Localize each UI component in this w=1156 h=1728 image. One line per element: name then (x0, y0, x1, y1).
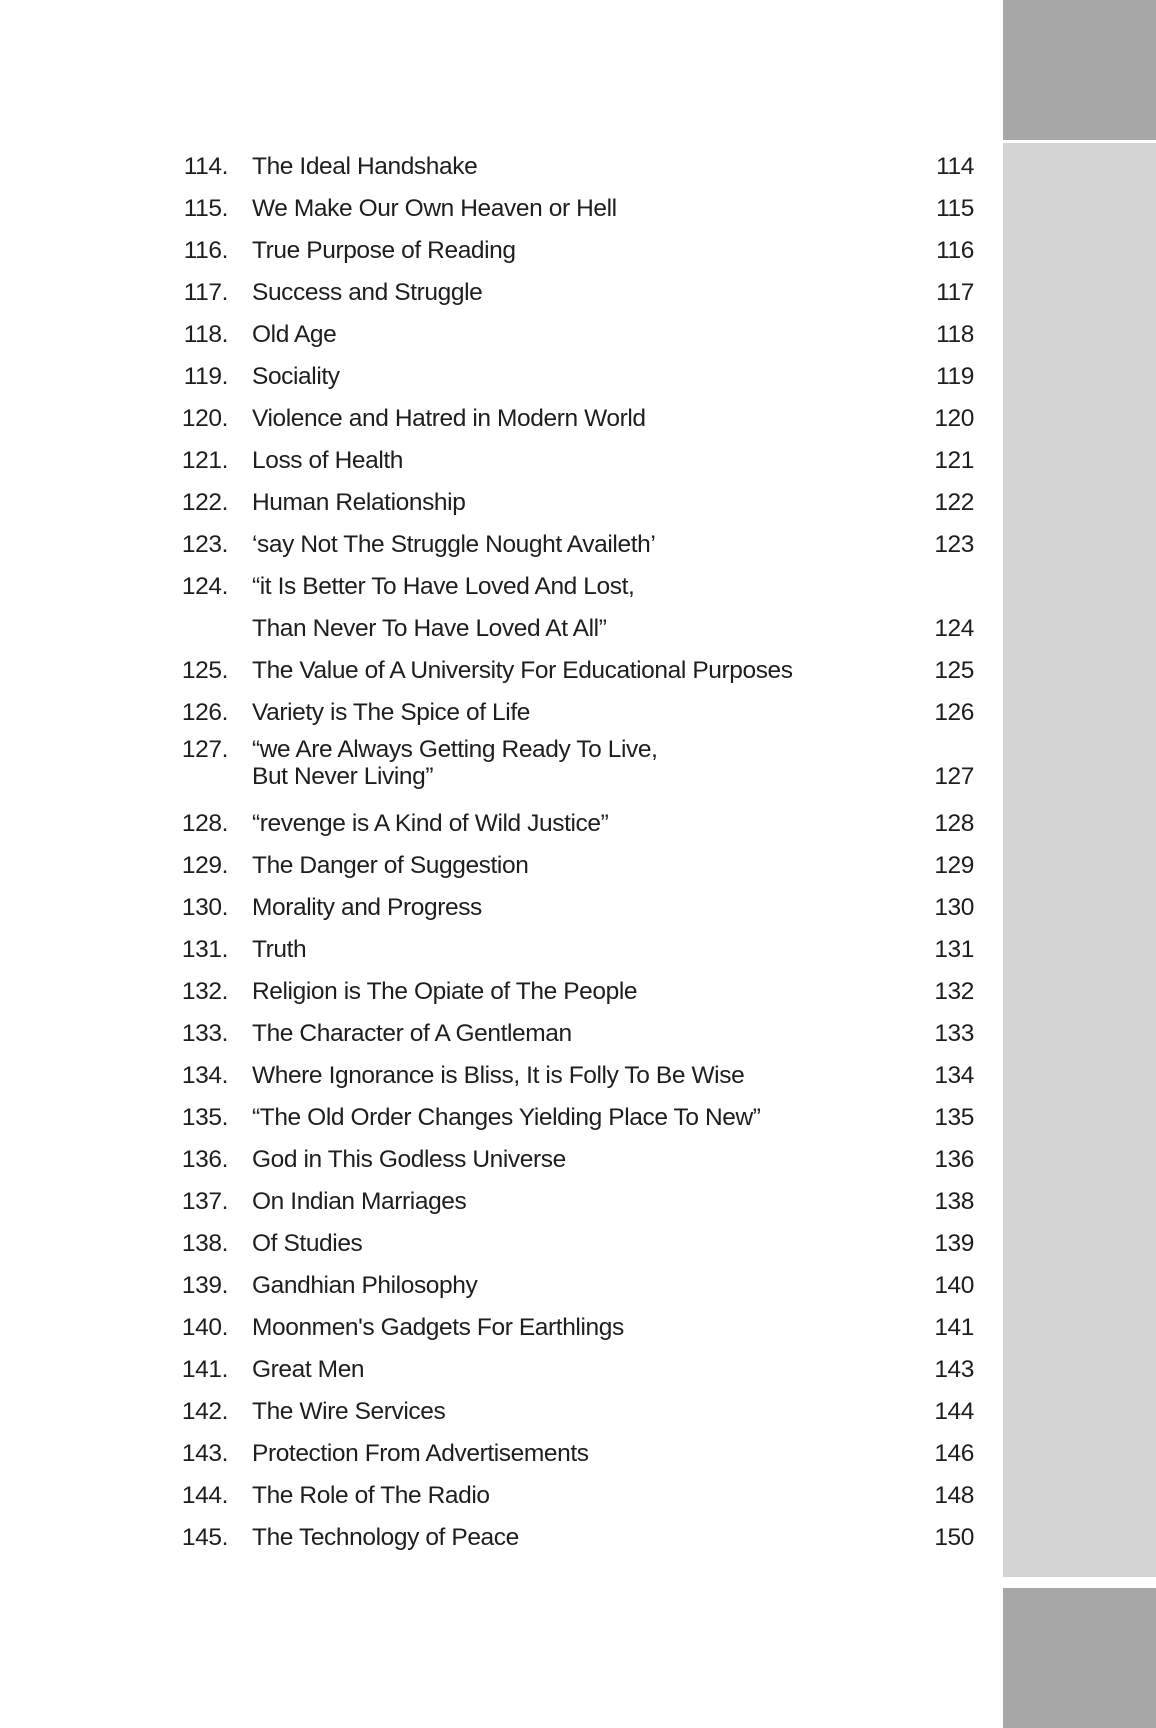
entry-title (252, 692, 530, 734)
entry-title (252, 356, 340, 398)
entry-title-line: The Danger of Suggestion (252, 852, 529, 879)
entry-title-line: Sociality (252, 363, 340, 390)
entry-number: 134. (181, 1062, 228, 1089)
toc-entry (150, 1223, 974, 1265)
entry-title-line: The Role of The Radio (252, 1482, 490, 1509)
entry-title-line: Than Never To Have Loved At All” (252, 615, 607, 642)
toc-entry (150, 692, 974, 734)
entry-number: 137. (181, 1188, 228, 1215)
entry-title-line: Morality and Progress (252, 894, 482, 921)
entry-title-line: Human Relationship (252, 489, 466, 516)
entry-number: 115. (183, 195, 228, 222)
entry-title (252, 1433, 589, 1475)
entry-page-number: 150 (934, 1524, 974, 1551)
entry-page-number: 123 (934, 531, 974, 558)
entry-title (252, 736, 658, 790)
entry-number: 138. (181, 1230, 228, 1257)
toc-entry (150, 230, 974, 272)
entry-title (252, 1181, 466, 1223)
entry-number: 118. (183, 321, 228, 348)
entry-title-line: Truth (252, 936, 307, 963)
entry-title-line: Religion is The Opiate of The People (252, 978, 638, 1005)
toc-entry (150, 650, 974, 692)
toc-entry (150, 524, 974, 566)
entry-title-line: Variety is The Spice of Life (252, 699, 530, 726)
entry-title-line: Moonmen's Gadgets For Earthlings (252, 1314, 624, 1341)
entry-title (252, 1097, 761, 1139)
entry-number: 130. (181, 894, 228, 921)
entry-title (252, 524, 655, 566)
toc-entry (150, 398, 974, 440)
entry-page-number: 128 (934, 810, 974, 837)
entry-page-number: 146 (934, 1440, 974, 1467)
entry-title-line: ‘say Not The Struggle Nought Availeth’ (252, 531, 656, 558)
entry-title-line: Old Age (252, 321, 337, 348)
entry-page-number: 118 (936, 321, 974, 348)
toc-entry (150, 803, 974, 845)
toc-entry (150, 1265, 974, 1307)
entry-number: 128. (181, 810, 228, 837)
entry-page-number: 130 (934, 894, 974, 921)
entry-title-line: “revenge is A Kind of Wild Justice” (252, 810, 609, 837)
entry-number: 117. (183, 279, 228, 306)
table-of-contents (150, 146, 974, 1559)
toc-entry (150, 1349, 974, 1391)
toc-entry (150, 929, 974, 971)
toc-entry (150, 1013, 974, 1055)
entry-page-number: 139 (934, 1230, 974, 1257)
toc-entry (150, 845, 974, 887)
toc-entry (150, 1517, 974, 1559)
entry-number: 119. (183, 363, 228, 390)
entry-number: 131. (181, 936, 228, 963)
edge-tab-middle (1003, 143, 1156, 1577)
entry-page-number: 126 (934, 699, 974, 726)
entry-page-number: 129 (934, 852, 974, 879)
entry-title (252, 272, 482, 314)
entry-number: 122. (181, 489, 228, 516)
toc-entry (150, 971, 974, 1013)
edge-tab-bottom (1003, 1588, 1156, 1728)
toc-entry (150, 1433, 974, 1475)
toc-entry (150, 1307, 974, 1349)
entry-title (252, 188, 617, 230)
entry-page-number: 117 (936, 279, 974, 306)
entry-number: 139. (181, 1272, 228, 1299)
entry-title-line: “we Are Always Getting Ready To Live, (252, 736, 658, 763)
entry-page-number: 133 (934, 1020, 974, 1047)
entry-page-number: 143 (934, 1356, 974, 1383)
entry-number: 144. (181, 1482, 228, 1509)
entry-title-line: The Value of A University For Educational Purposes (252, 657, 793, 684)
toc-entry (150, 146, 974, 188)
entry-number: 135. (181, 1104, 228, 1131)
entry-page-number: 124 (934, 615, 974, 642)
entry-number: 121. (181, 447, 228, 474)
entry-title (252, 1265, 477, 1307)
entry-number: 129. (181, 852, 228, 879)
entry-title (252, 1307, 624, 1349)
entry-number: 120. (181, 405, 228, 432)
entry-number: 133. (181, 1020, 228, 1047)
entry-number: 124. (181, 573, 228, 600)
entry-page-number: 120 (934, 405, 974, 432)
entry-title-line: We Make Our Own Heaven or Hell (252, 195, 617, 222)
entry-page-number: 135 (934, 1104, 974, 1131)
entry-title (252, 566, 634, 650)
entry-page-number: 134 (934, 1062, 974, 1089)
entry-title (252, 398, 646, 440)
entry-page-number: 127 (934, 763, 974, 790)
entry-page-number: 138 (934, 1188, 974, 1215)
entry-title (252, 1013, 572, 1055)
entry-page-number: 136 (934, 1146, 974, 1173)
entry-number: 141. (181, 1356, 228, 1383)
entry-title-line: Violence and Hatred in Modern World (252, 405, 646, 432)
entry-title (252, 650, 793, 692)
toc-entry (150, 356, 974, 398)
toc-entry (150, 188, 974, 230)
entry-page-number: 114 (936, 153, 974, 180)
entry-page-number: 121 (934, 447, 974, 474)
entry-number: 143. (181, 1440, 228, 1467)
entry-title-line: The Technology of Peace (252, 1524, 519, 1551)
entry-title (252, 803, 608, 845)
entry-title-line: The Ideal Handshake (252, 153, 478, 180)
entry-number: 123. (181, 531, 228, 558)
entry-title-line: Success and Struggle (252, 279, 483, 306)
entry-number: 116. (183, 237, 228, 264)
entry-title (252, 1055, 744, 1097)
entry-title (252, 929, 306, 971)
entry-page-number: 131 (934, 936, 974, 963)
entry-title-line: God in This Godless Universe (252, 1146, 566, 1173)
toc-entry (150, 887, 974, 929)
entry-title-line: The Character of A Gentleman (252, 1020, 572, 1047)
entry-number: 136. (181, 1146, 228, 1173)
entry-page-number: 141 (934, 1314, 974, 1341)
entry-number: 127. (181, 736, 228, 763)
entry-title (252, 1391, 445, 1433)
entry-title (252, 845, 528, 887)
entry-page-number: 132 (934, 978, 974, 1005)
entry-title (252, 1349, 364, 1391)
entry-title-line: But Never Living” (252, 763, 434, 790)
entry-title (252, 1139, 566, 1181)
entry-title-line: “it Is Better To Have Loved And Lost, (252, 573, 635, 600)
entry-number: 114. (183, 153, 228, 180)
entry-title-line: Gandhian Philosophy (252, 1272, 478, 1299)
entry-title (252, 440, 403, 482)
entry-title-line: Where Ignorance is Bliss, It is Folly To Be Wise (252, 1062, 745, 1089)
entry-title (252, 314, 336, 356)
toc-entry (150, 1139, 974, 1181)
entry-title-line: Protection From Advertisements (252, 1440, 589, 1467)
entry-page-number: 148 (934, 1482, 974, 1509)
entry-page-number: 119 (936, 363, 974, 390)
entry-title (252, 971, 637, 1013)
entry-page-number: 125 (934, 657, 974, 684)
entry-title (252, 1475, 490, 1517)
entry-title-line: “The Old Order Changes Yielding Place To New” (252, 1104, 761, 1131)
toc-entry (150, 734, 974, 803)
toc-entry (150, 272, 974, 314)
toc-entry (150, 1097, 974, 1139)
entry-title-line: Great Men (252, 1356, 365, 1383)
entry-number: 132. (181, 978, 228, 1005)
toc-entry (150, 314, 974, 356)
entry-number: 140. (181, 1314, 228, 1341)
toc-entry (150, 1391, 974, 1433)
entry-title (252, 1517, 519, 1559)
entry-title-line: Loss of Health (252, 447, 404, 474)
entry-title (252, 887, 482, 929)
entry-page-number: 122 (934, 489, 974, 516)
entry-number: 126. (181, 699, 228, 726)
entry-title (252, 482, 465, 524)
entry-number: 125. (181, 657, 228, 684)
toc-entry (150, 1475, 974, 1517)
entry-title-line: Of Studies (252, 1230, 363, 1257)
entry-title (252, 1223, 362, 1265)
entry-page-number: 144 (934, 1398, 974, 1425)
entry-page-number: 140 (934, 1272, 974, 1299)
toc-entry (150, 440, 974, 482)
toc-entry (150, 1055, 974, 1097)
entry-title-line: The Wire Services (252, 1398, 446, 1425)
entry-number: 145. (181, 1524, 228, 1551)
toc-entry (150, 566, 974, 650)
entry-title (252, 146, 477, 188)
toc-entry (150, 1181, 974, 1223)
entry-number: 142. (181, 1398, 228, 1425)
entry-title-line: True Purpose of Reading (252, 237, 516, 264)
entry-title (252, 230, 516, 272)
entry-page-number: 116 (936, 237, 974, 264)
entry-page-number: 115 (936, 195, 974, 222)
edge-tab-top (1003, 0, 1156, 140)
entry-title-line: On Indian Marriages (252, 1188, 467, 1215)
toc-entry (150, 482, 974, 524)
